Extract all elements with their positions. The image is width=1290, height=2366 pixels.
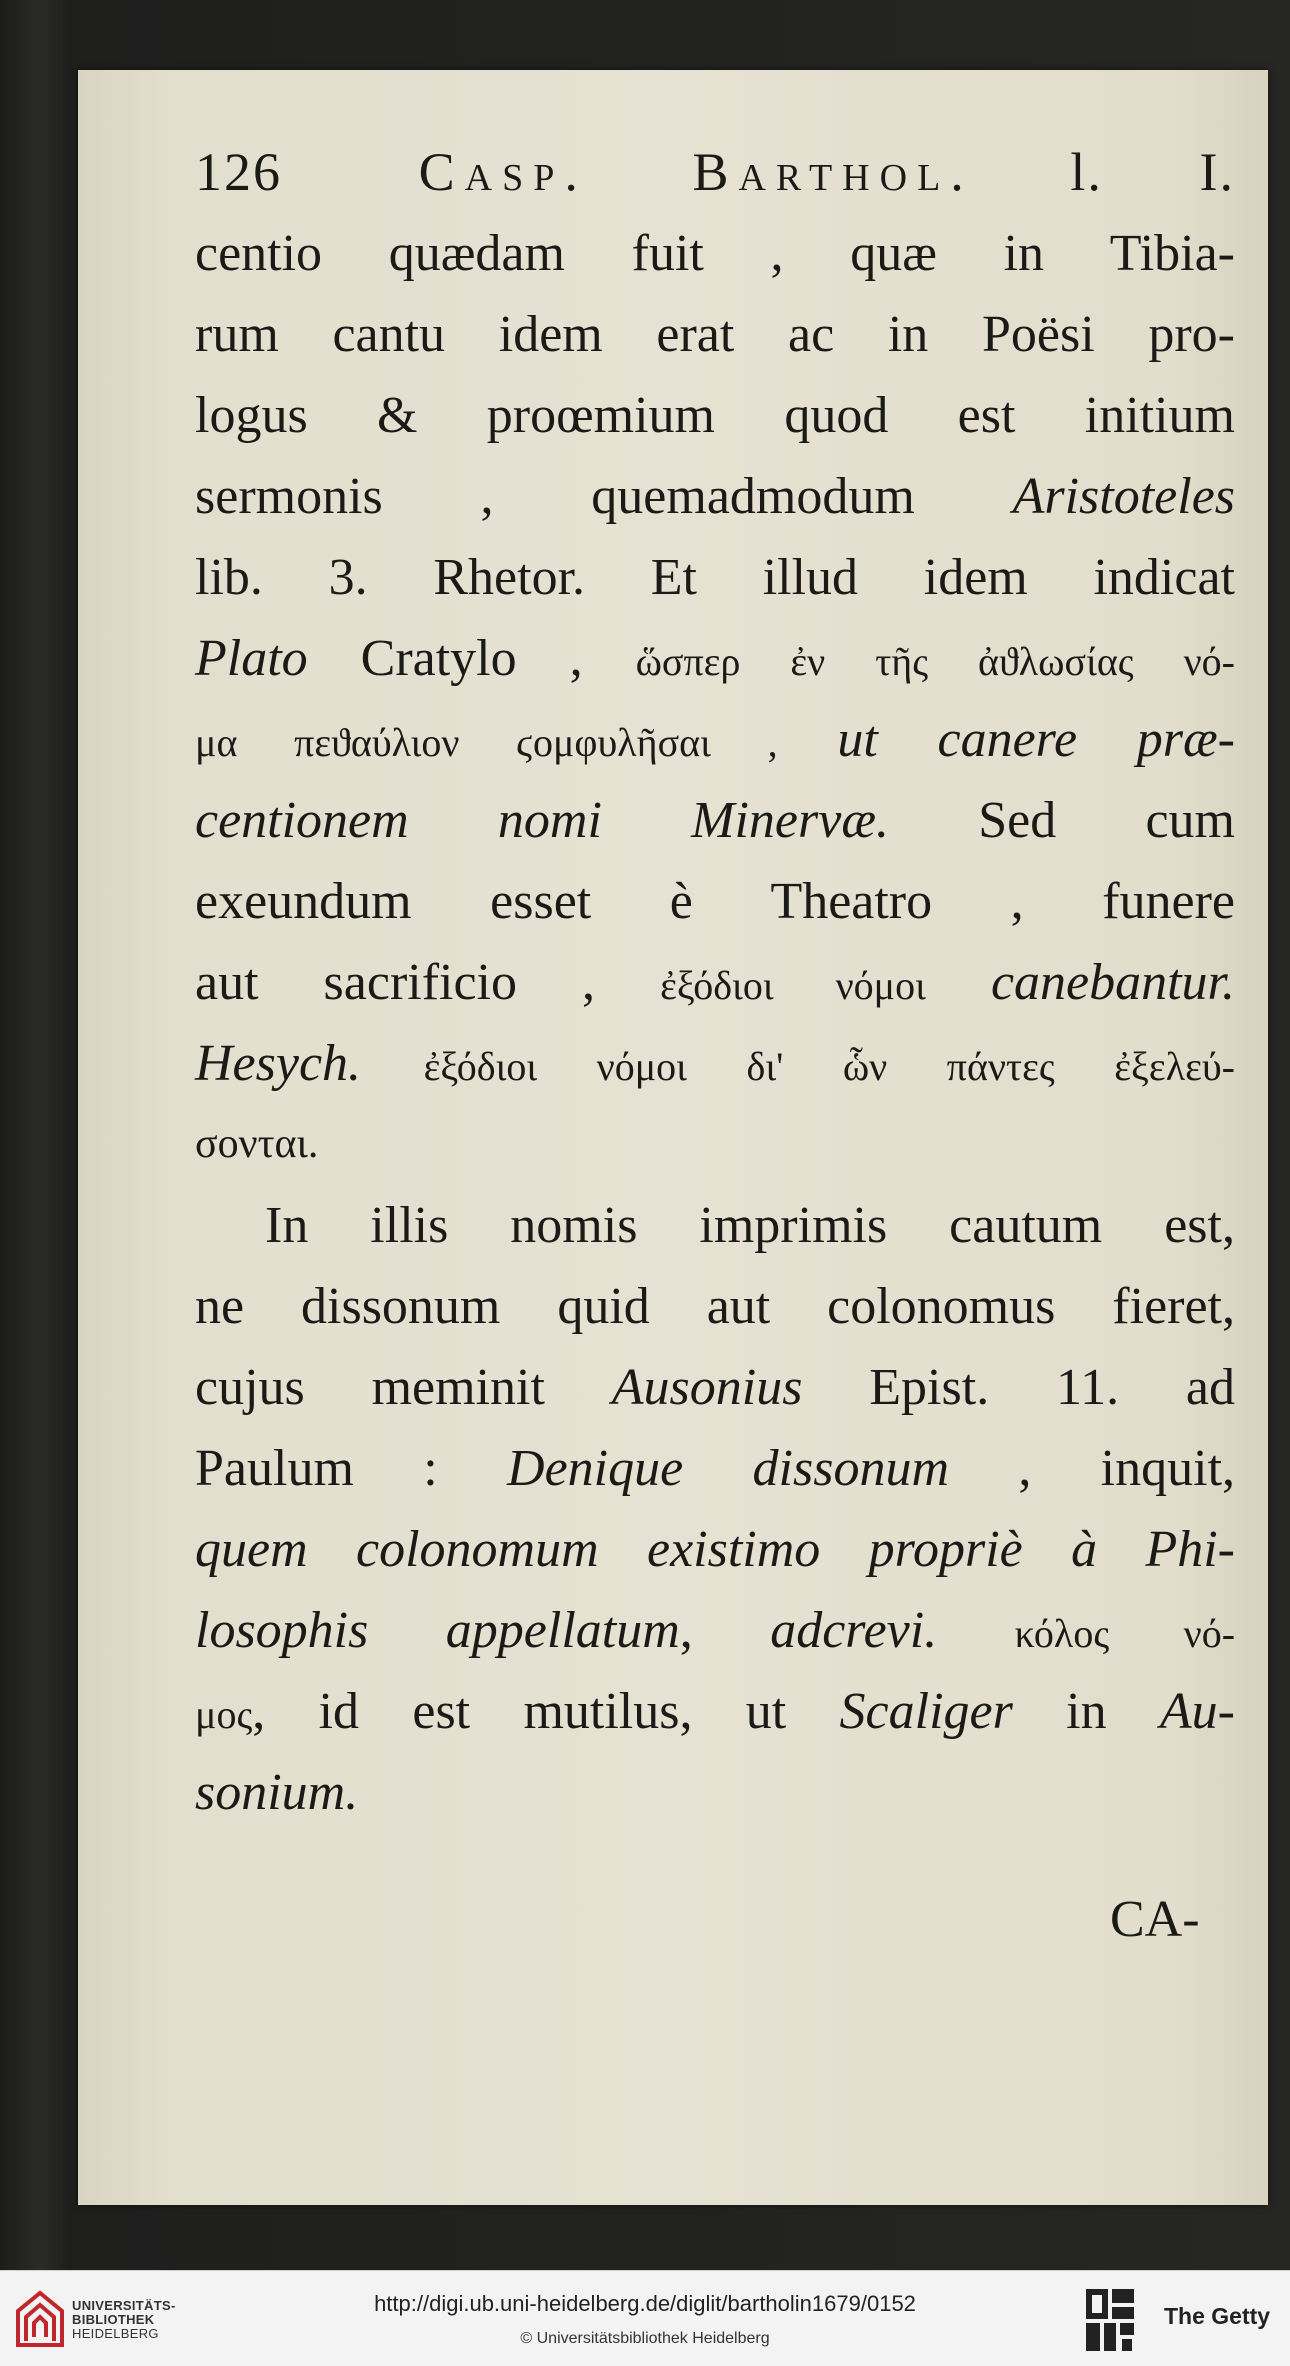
text-line	[195, 1752, 1235, 1833]
page-number: 126	[195, 142, 282, 202]
text-line: logus & proœmium quod est initium	[195, 387, 1235, 444]
running-head	[195, 132, 1235, 213]
text-run: Sed cum	[978, 792, 1235, 849]
name-aristoteles: Aristoteles	[1012, 468, 1236, 525]
italic-run: losophis appellatum	[195, 1602, 680, 1659]
greek-quote: ὥσπερ ἐν τῆς ἀϑλωσίας νό-	[635, 639, 1235, 684]
text-line	[195, 942, 1235, 1023]
copyright-notice: © Universitätsbibliothek Heidelberg	[520, 2330, 770, 2347]
library-line: UNIVERSITÄTS-	[72, 2298, 176, 2313]
text-run: Paulum :	[195, 1440, 438, 1497]
text-run: Cratylo ,	[360, 630, 583, 687]
italic-run: sonium.	[195, 1764, 359, 1821]
text-line	[195, 618, 1235, 699]
text-run: ,	[679, 1602, 693, 1659]
running-title: Casp. Barthol.	[418, 142, 974, 202]
page-text	[195, 132, 1235, 1833]
italic-run: canebantur.	[990, 954, 1236, 1011]
text-line	[195, 1428, 1235, 1509]
italic-run: Au-	[1159, 1683, 1236, 1740]
text-line	[195, 456, 1235, 537]
greek-quote: κόλος νό-	[1014, 1611, 1236, 1656]
text-run: sermonis , quemadmodum	[195, 468, 915, 525]
library-line: HEIDELBERG	[72, 2326, 159, 2341]
text-run: Epist. 11. ad	[869, 1359, 1236, 1416]
viewer-footer	[0, 2270, 1290, 2366]
greek-quote: ἐξόδιοι νόμοι	[660, 963, 926, 1008]
text-line: σονται.	[195, 1121, 319, 1167]
getty-name: The Getty	[1164, 2303, 1271, 2329]
text-line	[195, 1023, 1235, 1104]
text-line: ne dissonum quid aut colonomus fieret,	[195, 1278, 1235, 1335]
book-number: l. I.	[1070, 142, 1235, 202]
name-plato: Plato	[195, 630, 308, 687]
italic-run: adcrevi.	[770, 1602, 938, 1659]
text-run: in	[1066, 1683, 1107, 1740]
text-line: centio quædam fuit , quæ in Tibia-	[195, 225, 1235, 282]
italic-run: quem colonomum existimo propriè à Phi-	[195, 1521, 1235, 1578]
name-hesych: Hesych.	[195, 1035, 362, 1092]
text-line	[195, 1509, 1235, 1590]
name-minervae: Minervæ.	[691, 792, 889, 849]
text-line: rum cantu idem erat ac in Poësi pro-	[195, 306, 1235, 363]
text-line	[195, 1347, 1235, 1428]
name-scaliger: Scaliger	[839, 1683, 1013, 1740]
text-line	[195, 1590, 1235, 1671]
greek-quote: μα πεϑαύλιον ϛομφυλῆσαι ,	[195, 720, 778, 765]
text-run: cujus meminit	[195, 1359, 545, 1416]
library-line: BIBLIOTHEK	[72, 2312, 155, 2327]
italic-run: ut canere præ-	[837, 711, 1235, 768]
greek-quote: μος	[195, 1692, 253, 1737]
text-line	[195, 699, 1235, 780]
name-ausonius: Ausonius	[611, 1359, 803, 1416]
text-line	[195, 1671, 1235, 1752]
text-line: In illis nomis imprimis cautum est,	[265, 1197, 1235, 1254]
italic-run: centionem nomi	[195, 792, 602, 849]
greek-quote: ἐξόδιοι νόμοι δι' ὧν πάντες ἐξελεύ-	[423, 1044, 1236, 1089]
text-line: exeundum esset è Theatro , funere	[195, 873, 1235, 930]
italic-run: Denique dissonum	[507, 1440, 949, 1497]
text-run: , id est mutilus, ut	[252, 1683, 787, 1740]
text-run: , inquit,	[1018, 1440, 1236, 1497]
text-line: lib. 3. Rhetor. Et illud idem indicat	[195, 549, 1235, 606]
getty-logo-icon[interactable]	[1084, 2287, 1136, 2353]
text-run: aut sacrificio ,	[195, 954, 596, 1011]
text-line	[195, 780, 1235, 861]
permalink-url[interactable]: http://digi.ub.uni-heidelberg.de/diglit/bartholin1679/0152	[374, 2291, 916, 2316]
catchword: CA-	[1110, 1891, 1200, 1948]
